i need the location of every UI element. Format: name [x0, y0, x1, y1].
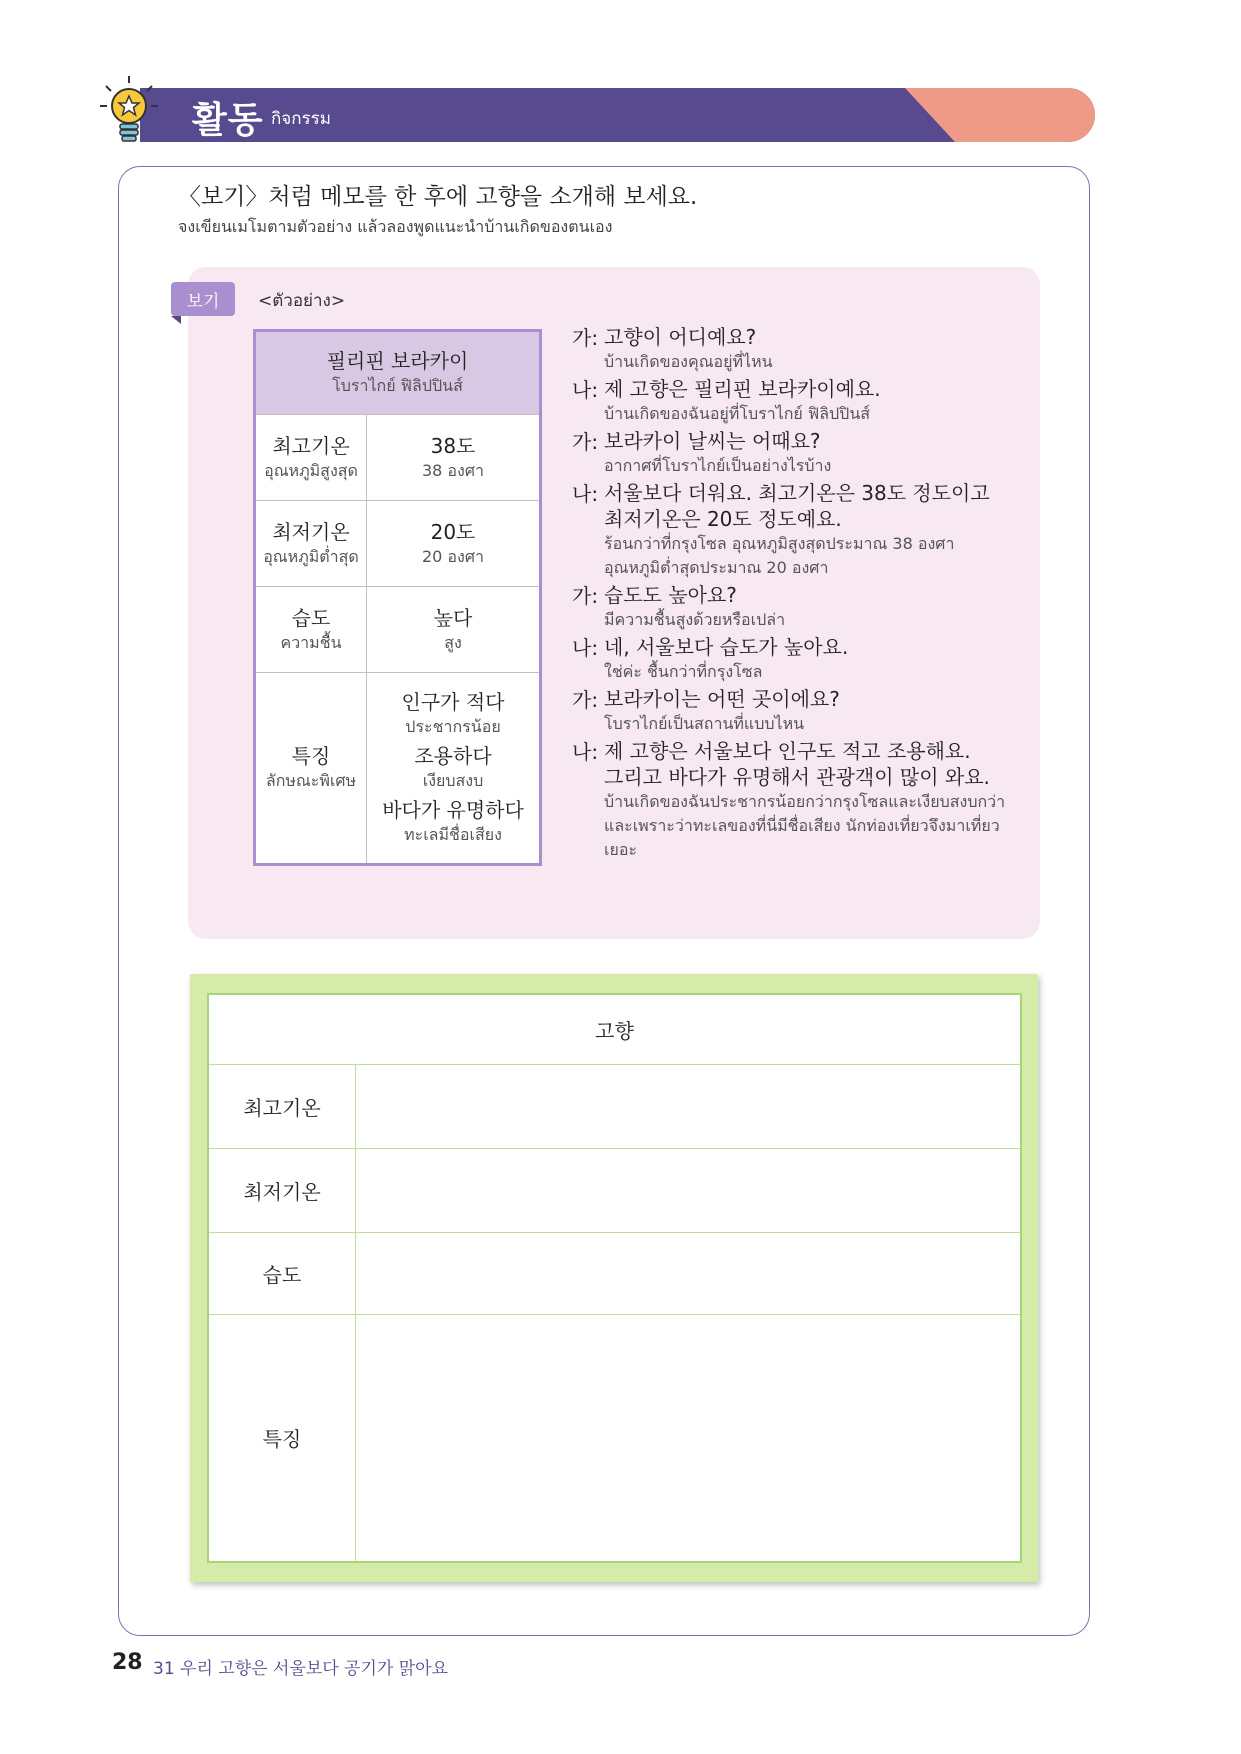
memo-value-ko: 38도	[430, 433, 476, 458]
memo-label-ko: 특징	[291, 744, 331, 768]
memo-label-th: อุณหภูมิสูงสุด	[264, 460, 358, 480]
memo-value-cell	[367, 415, 541, 501]
dialogue-line-ko: 제 고향은 필리핀 보라카이예요.	[604, 377, 881, 401]
answer-row-label: 최고기온	[208, 1064, 356, 1148]
memo-value-ko: 20도	[430, 519, 476, 544]
dialogue-speaker: 나:	[572, 482, 599, 506]
memo-label-th: ความชื้น	[280, 632, 342, 652]
dialogue-line-th: ใช่ค่ะ ชื้นกว่าที่กรุงโซล	[604, 662, 763, 681]
memo-label-ko: 습도	[291, 605, 331, 630]
answer-row	[208, 1064, 1021, 1148]
dialogue-line-ko: 최저기온은 20도 정도예요.	[604, 507, 842, 531]
dialogue-turn	[572, 376, 1032, 426]
memo-value-cell	[367, 673, 541, 865]
dialogue-line-th: มีความชื้นสูงด้วยหรือเปล่า	[604, 610, 786, 629]
memo-value-ko: 높다	[433, 605, 473, 630]
dialogue-speaker: 가:	[572, 326, 599, 350]
memo-value-th: สูง	[444, 632, 462, 652]
dialogue-lines	[604, 376, 1032, 426]
dialogue-lines	[604, 324, 1032, 374]
feature-item	[367, 797, 539, 847]
memo-row	[255, 415, 541, 501]
memo-row	[255, 587, 541, 673]
feature-th: ทะเลมีชื่อเสียง	[404, 825, 502, 844]
dialogue-lines	[604, 582, 1032, 632]
dialogue-line-th: และเพราะว่าทะเลของที่นี่มีชื่อเสียง นักท่องเที่ยวจึงมาเที่ยว	[604, 816, 1000, 835]
feature-item	[367, 743, 539, 793]
dialogue-turn	[572, 686, 1032, 736]
dialogue-lines	[604, 428, 1032, 478]
example-label: <ตัวอย่าง>	[258, 291, 346, 311]
dialogue-line-th: อุณหภูมิต่ำสุดประมาณ 20 องศา	[604, 558, 829, 577]
example-memo-table	[253, 329, 542, 866]
memo-place-ko: 필리핀 보라카이	[326, 349, 469, 373]
feature-item	[367, 689, 539, 739]
page-subtitle: กิจกรรม	[271, 109, 332, 129]
dialogue-turn	[572, 738, 1032, 862]
answer-table	[207, 993, 1022, 1563]
memo-feature-row	[255, 673, 541, 865]
page-title: 활동	[192, 100, 264, 141]
memo-label-cell	[255, 587, 367, 673]
memo-value-th: 20 องศา	[421, 546, 484, 566]
dialogue-line-ko: 네, 서울보다 습도가 높아요.	[604, 635, 849, 659]
dialogue-lines	[604, 634, 1032, 684]
banner-accent	[905, 88, 1095, 142]
memo-label-cell	[255, 415, 367, 501]
dialogue-speaker: 가:	[572, 584, 599, 608]
feature-ko: 바다가 유명하다	[382, 798, 524, 822]
dialogue-line-th: บ้านเกิดของคุณอยู่ที่ไหน	[604, 352, 773, 371]
answer-row	[208, 1232, 1021, 1314]
feature-ko: 조용하다	[414, 744, 492, 768]
answer-input-cell[interactable]	[356, 1064, 1022, 1148]
memo-place-th: โบราไกย์ ฟิลิปปินส์	[332, 376, 463, 395]
dialogue-turn	[572, 582, 1032, 632]
memo-label-th: ลักษณะพิเศษ	[265, 771, 357, 790]
dialogue-turn	[572, 324, 1032, 374]
memo-value-th: 38 องศา	[421, 460, 484, 480]
memo-label-cell	[255, 501, 367, 587]
answer-input-cell[interactable]	[356, 1314, 1022, 1562]
example-tag: 보기	[171, 282, 235, 316]
answer-header-row	[208, 994, 1021, 1064]
dialogue-turn	[572, 480, 1032, 580]
dialogue-lines	[604, 480, 1032, 580]
dialogue-line-ko: 제 고향은 서울보다 인구도 적고 조용해요.	[604, 739, 971, 763]
lightbulb-star-icon	[98, 74, 160, 146]
instruction-thai: จงเขียนเมโมตามตัวอย่าง แล้วลองพูดแนะนำบ้านเกิดของตนเอง	[178, 217, 613, 236]
dialogue-speaker: 가:	[572, 688, 599, 712]
example-dialogue	[572, 324, 1032, 864]
dialogue-line-th: อากาศที่โบราไกย์เป็นอย่างไรบ้าง	[604, 456, 832, 475]
dialogue-lines	[604, 686, 1032, 736]
dialogue-line-ko: 서울보다 더워요. 최고기온은 38도 정도이고	[604, 481, 990, 505]
dialogue-speaker: 나:	[572, 378, 599, 402]
memo-label-cell	[255, 673, 367, 865]
memo-label-ko: 최저기온	[272, 519, 350, 544]
answer-header-cell: 고향	[208, 994, 1021, 1064]
dialogue-line-ko: 보라카이 날씨는 어때요?	[604, 429, 821, 453]
dialogue-line-th: บ้านเกิดของฉันอยู่ที่โบราไกย์ ฟิลิปปินส์	[604, 404, 871, 423]
dialogue-line-th: บ้านเกิดของฉันประชากรน้อยกว่ากรุงโซลและเงียบสงบกว่า	[604, 792, 1006, 811]
dialogue-speaker: 나:	[572, 740, 599, 764]
lesson-title: 31 우리 고향은 서울보다 공기가 맑아요	[153, 1659, 448, 1679]
answer-row	[208, 1314, 1021, 1562]
answer-input-cell[interactable]	[356, 1148, 1022, 1232]
dialogue-line-ko: 그리고 바다가 유명해서 관광객이 많이 와요.	[604, 765, 990, 789]
page-number: 28	[112, 1650, 143, 1675]
dialogue-speaker: 가:	[572, 430, 599, 454]
answer-row-label: 특징	[208, 1314, 356, 1562]
dialogue-line-th: เยอะ	[604, 840, 638, 859]
memo-label-ko: 최고기온	[272, 433, 350, 458]
memo-label-th: อุณหภูมิต่ำสุด	[263, 546, 359, 566]
answer-input-cell[interactable]	[356, 1232, 1022, 1314]
dialogue-line-ko: 고향이 어디예요?	[604, 325, 757, 349]
dialogue-line-th: ร้อนกว่าที่กรุงโซล อุณหภูมิสูงสุดประมาณ 38 องศา	[604, 534, 955, 553]
answer-row-label: 습도	[208, 1232, 356, 1314]
memo-value-cell	[367, 501, 541, 587]
feature-th: ประชากรน้อย	[405, 717, 501, 736]
answer-row	[208, 1148, 1021, 1232]
dialogue-line-ko: 보라카이는 어떤 곳이에요?	[604, 687, 840, 711]
memo-value-cell	[367, 587, 541, 673]
dialogue-line-th: โบราไกย์เป็นสถานที่แบบไหน	[604, 714, 805, 733]
memo-row	[255, 501, 541, 587]
answer-row-label: 최저기온	[208, 1148, 356, 1232]
dialogue-lines	[604, 738, 1032, 862]
instruction-korean: 〈보기〉처럼 메모를 한 후에 고향을 소개해 보세요.	[178, 184, 698, 210]
dialogue-turn	[572, 428, 1032, 478]
dialogue-line-ko: 습도도 높아요?	[604, 583, 737, 607]
dialogue-turn	[572, 634, 1032, 684]
memo-place-cell	[255, 331, 541, 415]
feature-ko: 인구가 적다	[401, 690, 505, 714]
feature-th: เงียบสงบ	[422, 771, 484, 790]
dialogue-speaker: 나:	[572, 636, 599, 660]
